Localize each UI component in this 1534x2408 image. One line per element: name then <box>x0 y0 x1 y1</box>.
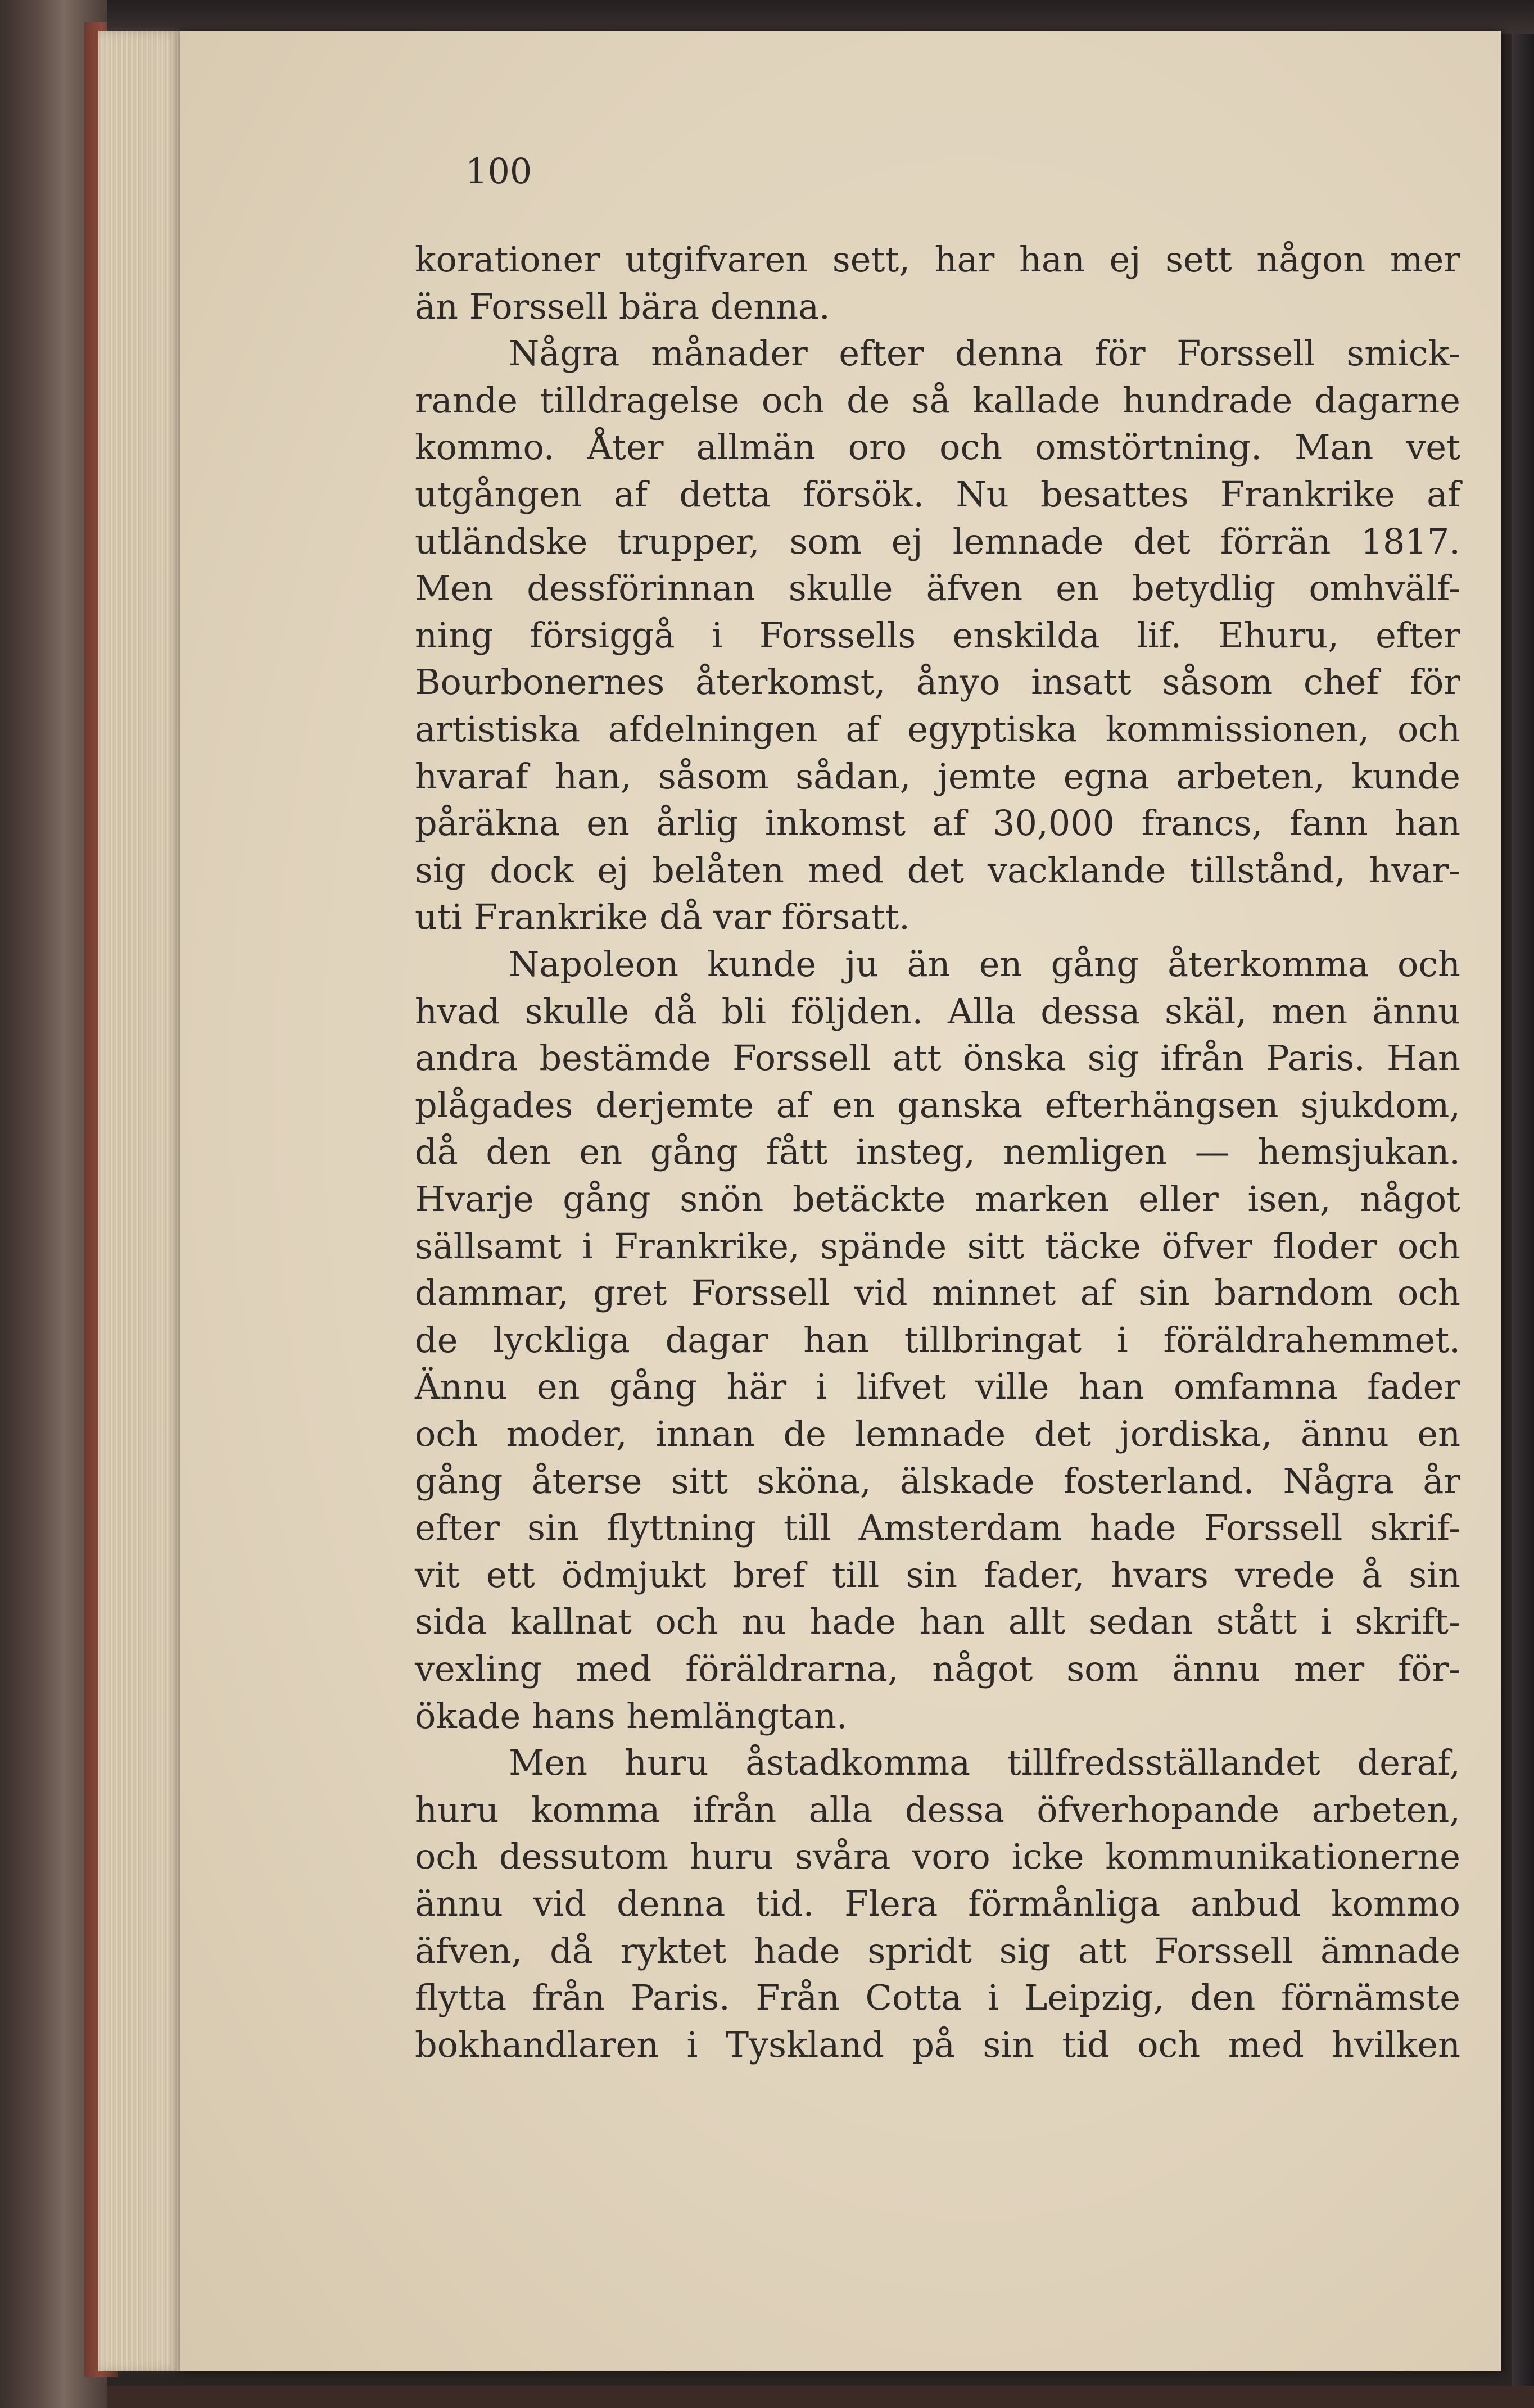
text-line: Ännu en gång här i lifvet ville han omfamna fader <box>415 1366 1460 1407</box>
text-line: utländske trupper, som ej lemnade det förrän 1817. <box>415 521 1460 562</box>
text-line: sällsamt i Frankrike, spände sitt täcke öfver floder och <box>415 1226 1460 1267</box>
text-line: korationer utgifvaren sett, har han ej sett någon mer <box>415 239 1460 280</box>
text-line: sida kallnat och nu hade han allt sedan stått i skrift- <box>415 1601 1460 1642</box>
text-line: ännu vid denna tid. Flera förmånliga anbud kommo <box>415 1883 1460 1924</box>
book-cover-right <box>1512 0 1534 2408</box>
text-line: Men huru åstadkomma tillfredsställandet deraf, <box>509 1742 1460 1783</box>
text-line: vexling med föräldrarna, något som ännu mer för- <box>415 1648 1460 1689</box>
text-line: rande tilldragelse och de så kallade hundrade dagarne <box>415 380 1460 421</box>
text-line: utgången af detta försök. Nu besattes Frankrike af <box>415 474 1460 515</box>
text-line: äfven, då ryktet hade spridt sig att Forssell ämnade <box>415 1930 1460 1971</box>
text-line: sig dock ej belåten med det vacklande tillstånd, hvar- <box>415 850 1460 891</box>
text-line: de lyckliga dagar han tillbringat i föräldrahemmet. <box>415 1319 1460 1361</box>
background-top <box>107 0 1534 34</box>
text-line: ökade hans hemlängtan. <box>415 1695 848 1736</box>
page-stack-edge <box>98 31 188 2371</box>
text-line: plågades derjemte af en ganska efterhängsen sjukdom, <box>415 1085 1460 1126</box>
text-line: gång återse sitt sköna, älskade fosterland. Några år <box>415 1461 1460 1502</box>
text-line: och moder, innan de lemnade det jordiska, ännu en <box>415 1413 1460 1454</box>
page-number: 100 <box>465 151 532 192</box>
text-line: andra bestämde Forssell att önska sig ifrån Paris. Han <box>415 1037 1460 1078</box>
text-line: artistiska afdelningen af egyptiska kommissionen, och <box>415 709 1460 750</box>
text-line: kommo. Åter allmän oro och omstörtning. Man vet <box>415 427 1460 468</box>
text-line: vit ett ödmjukt bref till sin fader, hvars vrede å sin <box>415 1554 1460 1595</box>
text-line: hvad skulle då bli följden. Alla dessa skäl, men ännu <box>415 991 1460 1032</box>
text-line: huru komma ifrån alla dessa öfverhopande arbeten, <box>415 1789 1460 1830</box>
text-line: än Forssell bära denna. <box>415 286 830 327</box>
text-line: Napoleon kunde ju än en gång återkomma och <box>509 944 1460 985</box>
text-line: bokhandlaren i Tyskland på sin tid och med hvilken <box>415 2024 1460 2065</box>
text-line: Bourbonernes återkomst, ånyo insatt såsom chef för <box>415 661 1460 702</box>
text-line: då den en gång fått insteg, nemligen — hemsjukan. <box>415 1131 1460 1172</box>
text-line: uti Frankrike då var försatt. <box>415 896 910 937</box>
text-line: flytta från Paris. Från Cotta i Leipzig, den förnämste <box>415 1977 1460 2018</box>
text-line: påräkna en årlig inkomst af 30,000 francs, fann han <box>415 802 1460 844</box>
text-line: Men dessförinnan skulle äfven en betydlig omhvälf- <box>415 568 1460 609</box>
text-line: ning försiggå i Forssells enskilda lif. Ehuru, efter <box>415 615 1460 656</box>
text-line: dammar, gret Forssell vid minnet af sin barndom och <box>415 1272 1460 1313</box>
text-line: och dessutom huru svåra voro icke kommunikationerne <box>415 1836 1460 1877</box>
text-line: hvaraf han, såsom sådan, jemte egna arbeten, kunde <box>415 756 1460 797</box>
background-bottom <box>107 2386 1534 2408</box>
text-line: efter sin flyttning till Amsterdam hade Forssell skrif- <box>415 1507 1460 1548</box>
text-line: Hvarje gång snön betäckte marken eller isen, något <box>415 1178 1460 1219</box>
text-line: Några månader efter denna för Forssell smick- <box>509 333 1460 374</box>
